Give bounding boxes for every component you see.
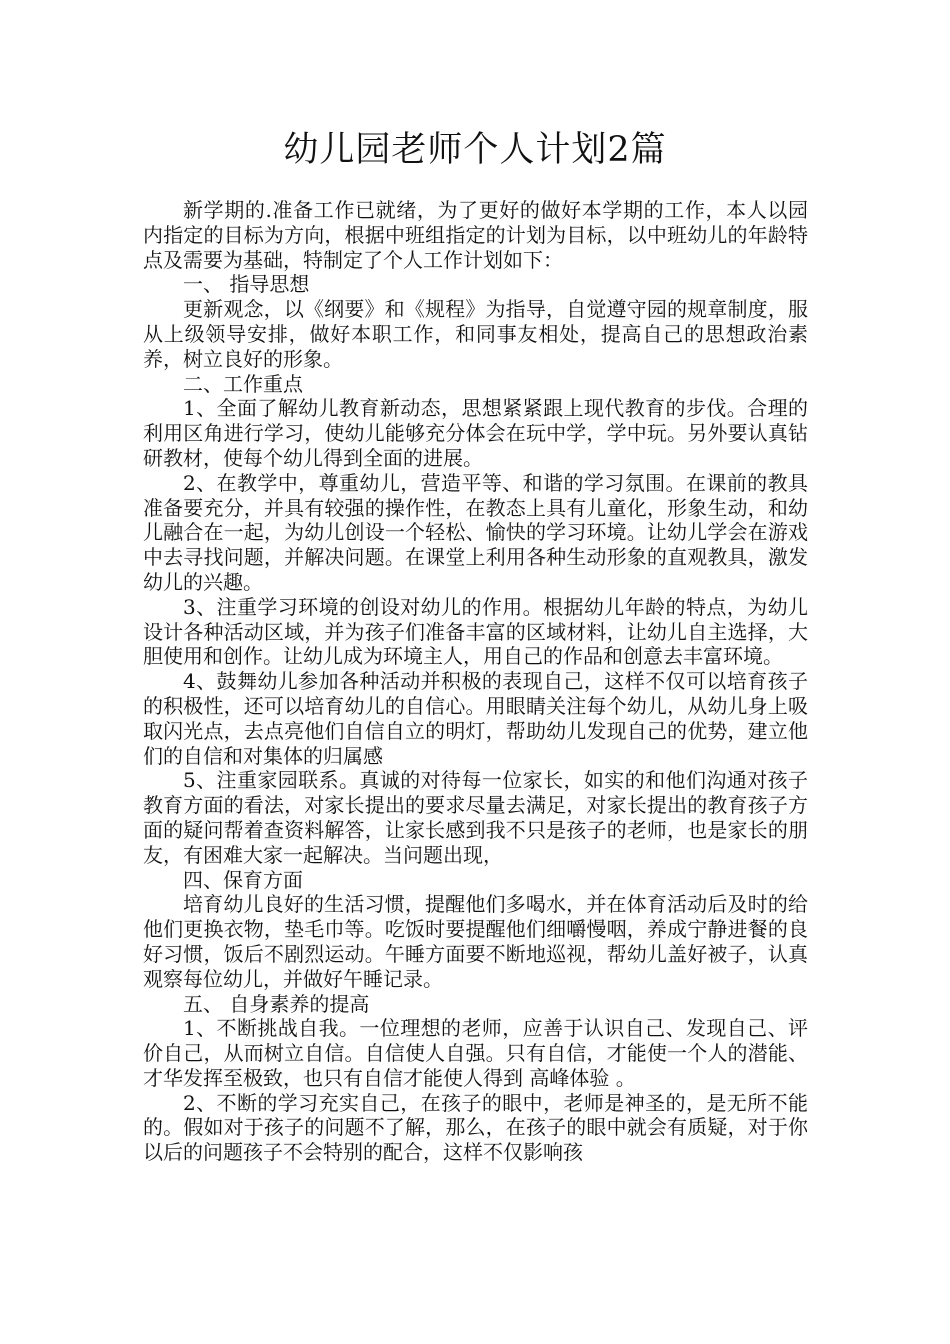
work-focus-item-4: 4、鼓舞幼儿参加各种活动并积极的表现自己，这样不仅可以培育孩子的积极性，还可以培育幼儿的自信心。用眼睛关注每个幼儿，从幼儿身上吸取闪光点，去点亮他们自信自立的明灯，帮助幼儿发现自己的优势，建立他们的自信和对集体的归属感: [143, 669, 808, 768]
work-focus-item-3: 3、注重学习环境的创设对幼儿的作用。根据幼儿年龄的特点，为幼儿设计各种活动区域，并为孩子们准备丰富的区域材料，让幼儿自主选择，大胆使用和创作。让幼儿成为环境主人，用自己的作品和创意去丰富环境。: [143, 594, 808, 669]
self-improvement-item-2: 2、不断的学习充实自己，在孩子的眼中，老师是神圣的，是无所不能的。假如对于孩子的问题不了解，那么，在孩子的眼中就会有质疑，对于你以后的问题孩子不会特别的配合，这样不仅影响孩: [143, 1090, 808, 1165]
guiding-ideology-paragraph: 更新观念，以《纲要》和《规程》为指导，自觉遵守园的规章制度，服从上级领导安排，做好本职工作，和同事友相处，提高自己的思想政治素养，树立良好的形象。: [143, 297, 808, 371]
intro-paragraph: 新学期的.准备工作已就绪，为了更好的做好本学期的工作，本人以园内指定的目标为方向，根据中班组指定的计划为目标，以中班幼儿的年龄特点及需要为基础，特制定了个人工作计划如下：: [143, 198, 808, 272]
document-title: 幼儿园老师个人计划2篇: [283, 130, 667, 170]
work-focus-item-1: 1、全面了解幼儿教育新动态，思想紧紧跟上现代教育的步伐。合理的利用区角进行学习，使幼儿能够充分体会在玩中学，学中玩。另外要认真钻研教材，使每个幼儿得到全面的进展。: [143, 396, 808, 470]
section-heading-guiding-ideology: 一、 指导思想: [183, 272, 310, 297]
section-heading-work-focus: 二、工作重点: [183, 371, 303, 396]
childcare-paragraph: 培育幼儿良好的生活习惯，提醒他们多喝水，并在体育活动后及时的给他们更换衣物，垫毛巾等。吃饭时要提醒他们细嚼慢咽，养成宁静进餐的良好习惯，饭后不剧烈运动。午睡方面要不断地巡视，帮幼儿盖好被子，认真观察每位幼儿，并做好午睡记录。: [143, 892, 808, 991]
section-heading-childcare: 四、保育方面: [183, 867, 303, 892]
work-focus-item-5: 5、注重家园联系。真诚的对待每一位家长，如实的和他们沟通对孩子教育方面的看法，对家长提出的要求尽量去满足，对家长提出的教育孩子方面的疑问帮着查资料解答，让家长感到我不只是孩子的老师，也是家长的朋友，有困难大家一起解决。当问题出现，: [143, 768, 808, 867]
section-heading-self-improvement: 五、 自身素养的提高: [183, 991, 370, 1016]
work-focus-item-2: 2、在教学中，尊重幼儿，营造平等、和谐的学习氛围。在课前的教具准备要充分，并具有较强的操作性，在教态上具有儿童化，形象生动，和幼儿融合在一起，为幼儿创设一个轻松、愉快的学习环境。让幼儿学会在游戏中去寻找问题，并解决问题。在课堂上利用各种生动形象的直观教具，激发幼儿的兴趣。: [143, 470, 808, 594]
self-improvement-item-1: 1、不断挑战自我。一位理想的老师，应善于认识自己、发现自己、评价自己，从而树立自信。自信使人自强。只有自信，才能使一个人的潜能、才华发挥至极致，也只有自信才能使人得到 高峰体验 。: [143, 1016, 808, 1090]
document-body: [143, 198, 808, 1165]
